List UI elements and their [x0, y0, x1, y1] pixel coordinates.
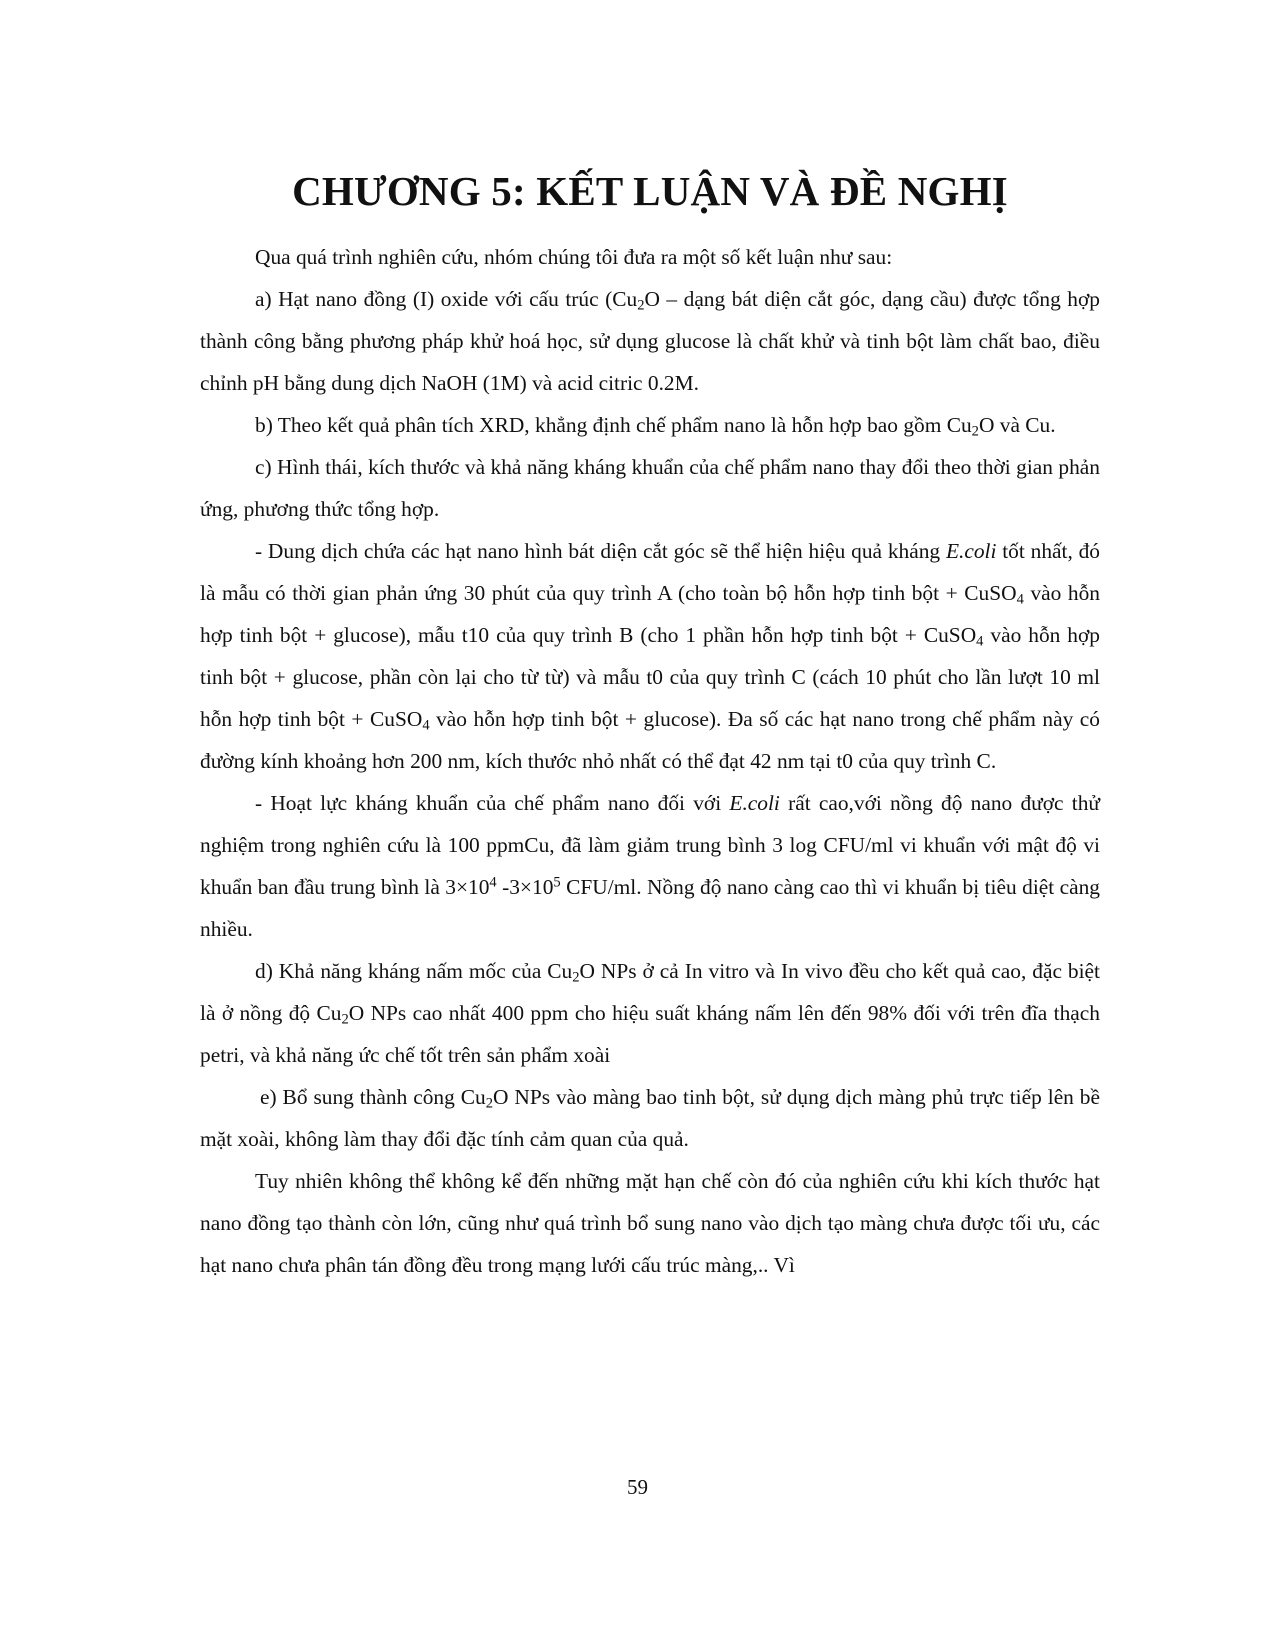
paragraph-c-item-1 — [200, 530, 1100, 782]
paragraph-e — [200, 1076, 1100, 1160]
text-run: Tuy nhiên không thể không kể đến những mặt hạn chế còn đó của nghiên cứu khi kích thước hạt nano đồng tạo thành còn lớn, cũng như quá trình bổ sung nano vào dịch tạo màng chưa được tối ưu, các hạt nano chưa phân tán đồng đều trong mạng lưới cấu trúc màng,.. Vì — [200, 1169, 1100, 1277]
chapter-title: CHƯƠNG 5: KẾT LUẬN VÀ ĐỀ NGHỊ — [292, 168, 1008, 214]
text-run: vào hỗn hợp tinh bột + glucose, phần còn lại cho từ từ) và mẫu t0 của quy trình C (cách 10 phút cho lần lượt 10 ml hỗn hợp tinh bột + CuSO — [200, 623, 1101, 731]
chapter-body — [200, 236, 1100, 1286]
superscript: 5 — [553, 874, 561, 891]
subscript: 2 — [971, 423, 979, 440]
text-run: O – dạng bát diện cắt góc, dạng cầu) được tổng hợp thành công bằng phương pháp khử hoá học, sử dụng glucose là chất khử và tinh bột làm chất bao, điều chỉnh pH bằng dung dịch NaOH (1M) và acid citric 0.2M. — [200, 287, 1100, 395]
species-name: E.coli — [945, 539, 997, 563]
subscript: 4 — [422, 717, 430, 734]
text-run: O NPs cao nhất 400 ppm cho hiệu suất kháng nấm lên đến 98% đối với trên đĩa thạch petri, và khả năng ức chế tốt trên sản phẩm xoài — [200, 1001, 1100, 1067]
paragraph-c-item-2 — [200, 782, 1100, 950]
text-run: e) Bổ sung thành công Cu — [260, 1085, 486, 1109]
subscript: 2 — [572, 969, 580, 986]
text-run: O NPs vào màng bao tinh bột, sử dụng dịch màng phủ trực tiếp lên bề mặt xoài, không làm thay đổi đặc tính cảm quan của quả. — [200, 1085, 1100, 1151]
text-run: -3×10 — [496, 875, 554, 899]
text-run: d) Khả năng kháng nấm mốc của Cu — [255, 959, 573, 983]
paragraph-d — [200, 950, 1100, 1076]
text-run: c) Hình thái, kích thước và khả năng kháng khuẩn của chế phẩm nano thay đổi theo thời gian phản ứng, phương thức tổng hợp. — [200, 455, 1100, 521]
text-run: - Hoạt lực kháng khuẩn của chế phẩm nano đối với — [255, 791, 730, 815]
superscript: 4 — [489, 874, 497, 891]
text-run: rất cao,với nồng độ nano được thử nghiệm trong nghiên cứu là 100 ppmCu, đã làm giảm trung bình 3 log CFU/ml vi khuẩn với mật độ vi khuẩn ban đầu trung bình là 3×10 — [200, 791, 1100, 899]
text-run: O và Cu. — [978, 413, 1056, 437]
paragraph-intro — [200, 236, 1100, 278]
subscript: 2 — [485, 1095, 493, 1112]
text-run: b) Theo kết quả phân tích XRD, khẳng định chế phẩm nano là hỗn hợp bao gồm Cu — [255, 413, 972, 437]
text-run: vào hỗn hợp tinh bột + glucose). Đa số các hạt nano trong chế phẩm này có đường kính khoảng hơn 200 nm, kích thước nhỏ nhất có thể đạt 42 nm tại t0 của quy trình C. — [200, 707, 1100, 773]
text-run: a) Hạt nano đồng (I) oxide với cấu trúc (Cu — [255, 287, 638, 311]
text-run: vào hỗn hợp tinh bột + glucose), mẫu t10 của quy trình B (cho 1 phần hỗn hợp tinh bột + CuSO — [200, 581, 1100, 647]
subscript: 4 — [976, 633, 984, 650]
text-run: CFU/ml. Nồng độ nano càng cao thì vi khuẩn bị tiêu diệt càng nhiều. — [200, 875, 1101, 941]
paragraph-limitations — [200, 1160, 1100, 1286]
text-run: - Dung dịch chứa các hạt nano hình bát diện cắt góc sẽ thể hiện hiệu quả kháng — [255, 539, 946, 563]
species-name: E.coli — [729, 791, 780, 815]
paragraph-c — [200, 446, 1100, 530]
paragraph-a — [200, 278, 1100, 404]
subscript: 2 — [341, 1011, 349, 1028]
text-run: tốt nhất, đó là mẫu có thời gian phản ứng 30 phút của quy trình A (cho toàn bộ hỗn hợp tinh bột + CuSO — [200, 539, 1100, 605]
text-run: O NPs ở cả In vitro và In vivo đều cho kết quả cao, đặc biệt là ở nồng độ Cu — [200, 959, 1100, 1025]
subscript: 2 — [637, 297, 645, 314]
page-number: 59 — [627, 1475, 648, 1499]
intro-text: Qua quá trình nghiên cứu, nhóm chúng tôi đưa ra một số kết luận như sau: — [255, 245, 893, 269]
paragraph-b — [200, 404, 1100, 446]
subscript: 4 — [1016, 591, 1024, 608]
